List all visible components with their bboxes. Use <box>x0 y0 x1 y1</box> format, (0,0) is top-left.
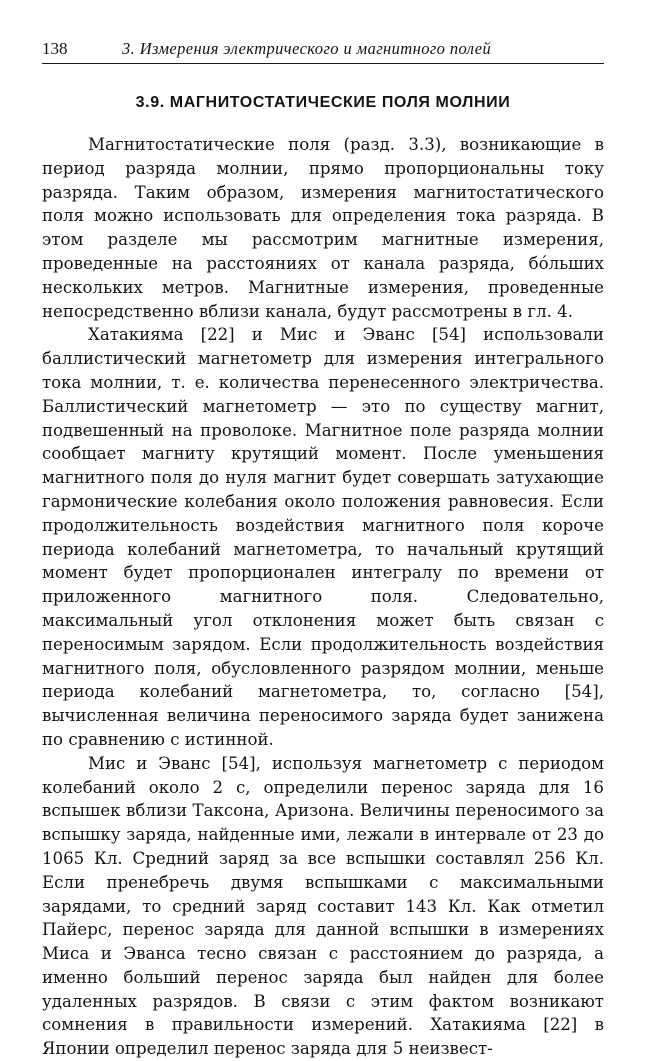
book-page <box>42 38 604 1061</box>
chapter-running-title: 3. Измерения электрического и магнитного полей <box>122 39 492 58</box>
paragraph-3: Мис и Эванс [54], используя магнетометр с периодом колебаний около 2 с, определили перенос заряда для 16 вспышек вблизи Таксона, Аризона. Величины переносимого за вспышку заряда, найденные ими, лежали в интервале от 23 до 1065 Кл. Средний заряд за все вспышки составлял 256 Кл. Если пренебречь двумя вспышками с максимальными зарядами, то средний заряд составит 143 Кл. Как отметил Пайерс, перенос заряда для данной вспышки в измерениях Миса и Эванса тесно связан с расстоянием до разряда, а именно больший перенос заряда был найден для более удаленных разрядов. В связи с этим фактом возникают сомнения в правильности измерений. Хатакияма [22] в Японии определил перенос заряда для 5 неизвест- <box>42 753 604 1059</box>
section-heading: 3.9. МАГНИТОСТАТИЧЕСКИЕ ПОЛЯ МОЛНИИ <box>135 94 511 111</box>
paragraph-2: Хатакияма [22] и Мис и Эванс [54] использовали баллистический магнетометр для измерения интегрального тока молнии, т. е. количества перенесенного электричества. Баллистический магнетометр — это по существу магнит, подвешенный на проволоке. Магнитное поле разряда молнии сообщает магниту крутящий момент. После уменьшения магнитного поля до нуля магнит будет совершать затухающие гармонические колебания около положения равновесия. Если продолжительность воздействия магнитного поля короче периода колебаний магнетометра, то начальный крутящий момент будет пропорционален интегралу по времени от приложенного магнитного поля. Следовательно, максимальный угол отклонения может быть связан с переносимым зарядом. Если продолжительность воздействия магнитного поля, обусловленного разрядом молнии, меньше периода колебаний магнетометра, то, согласно [54], вычисленная величина переносимого заряда будет занижена по сравнению с истинной. <box>42 325 604 749</box>
page-number: 138 <box>42 39 68 58</box>
paragraph-1: Магнитостатические поля (разд. 3.3), возникающие в период разряда молнии, прямо пропорциональны току разряда. Таким образом, измерения магнитостатического поля можно использовать для определения тока разряда. В этом разделе мы рассмотрим магнитные измерения, проведенные на расстояниях от канала разряда, бóльших нескольких метров. Магнитные измерения, проведенные непосредственно вблизи канала, будут рассмотрены в гл. 4. <box>42 135 604 321</box>
running-header <box>42 38 604 64</box>
body-text <box>42 133 604 1061</box>
